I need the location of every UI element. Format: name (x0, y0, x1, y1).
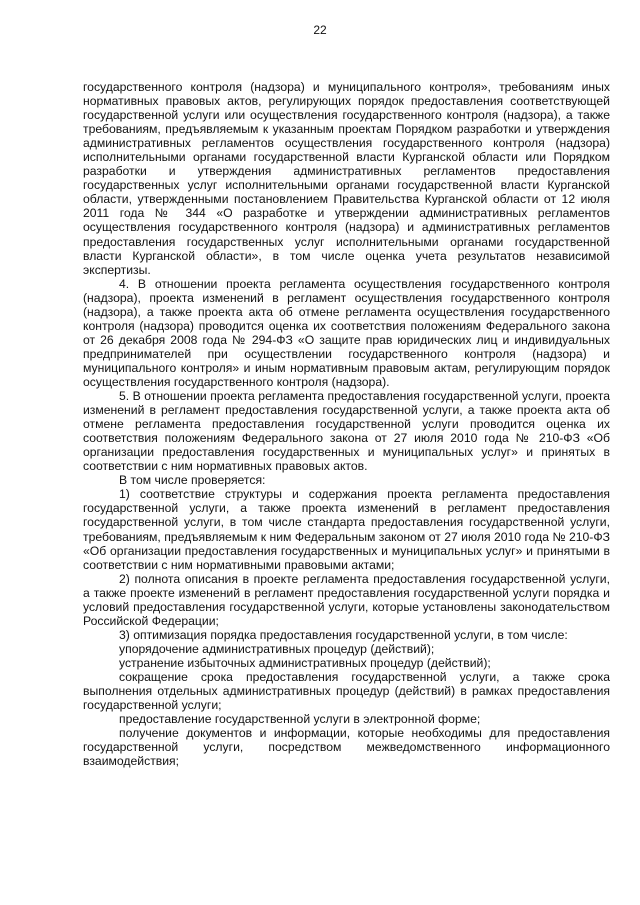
paragraph-reduction: сокращение срока предоставления государственной услуги, а также срока выполнения отдельных административных процедур (действий) в рамках предоставления государственной услуги; (83, 669, 610, 713)
document-body (83, 80, 610, 768)
page-number: 22 (313, 23, 327, 37)
paragraph-documents: получение документов и информации, которые необходимы для предоставления государственной услуги, посредством межведомственного информационного взаимодействия; (83, 726, 610, 769)
paragraph-item-5: 5. В отношении проекта регламента предоставления государственной услуги, проекта изменений в регламент предоставления государственной услуги, а также проекта акта об отмене регламента предоставления государственной услуги проводится оценка их соответствия положениям Федерального закона от 27 июля 2010 года № 210-ФЗ «Об организации предоставления государственных и муниципальных услуг» и принятых в соответствии с ним нормативных правовых актов. (83, 389, 610, 474)
paragraph-intro-continuation: государственного контроля (надзора) и муниципального контроля», требованиям иных нормативных правовых актов, регулирующих порядок предоставления соответствующей государственной услуги или осуществления государственного контроля (надзора), а также требованиям, предъявляемым к указанным проектам Порядком разработки и утверждения административных регламентов осуществления государственного контроля (надзора) исполнительными органами государственной власти Курганской области или Порядком разработки и утверждения административных регламентов предоставления государственных услуг исполнительными органами государственной власти Курганской области, утвержденными постановлением Правительства Курганской области от 12 июля 2011 года № 344 «О разработке и утверждении административных регламентов осуществления государственного контроля (надзора) и административных регламентов предоставления государственных услуг исполнительными органами государственной власти Курганской области», в том числе оценка учета результатов независимой экспертизы. (83, 80, 610, 277)
paragraph-elimination: устранение избыточных административных процедур (действий); (119, 655, 491, 670)
paragraph-subitem-3: 3) оптимизация порядка предоставления государственной услуги, в том числе: (119, 627, 568, 642)
paragraph-checks-intro: В том числе проверяется: (119, 473, 266, 488)
paragraph-subitem-2: 2) полнота описания в проекте регламента предоставления государственной услуги, а также проекте изменений в регламент предоставления государственной услуги порядка и условий предоставления государственной услуги, которые установлены законодательством Российской Федерации; (83, 571, 610, 628)
paragraph-ordering: упорядочение административных процедур (действий); (119, 641, 435, 656)
paragraph-subitem-1: 1) соответствие структуры и содержания проекта регламента предоставления государственной услуги, а также проекта изменений в регламент предоставления государственной услуги, в том числе стандарта предоставления государственной услуги, требованиям, предъявляемым к ним Федеральным законом от 27 июля 2010 года № 210-ФЗ «Об организации предоставления государственных и муниципальных услуг» и принятыми в соответствии с ним нормативными правовыми актами; (83, 487, 610, 572)
paragraph-item-4: 4. В отношении проекта регламента осуществления государственного контроля (надзора), проекта изменений в регламент осуществления государственного контроля (надзора), а также проекта акта об отмене регламента осуществления государственного контроля (надзора) проводится оценка их соответствия положениям Федерального закона от 26 декабря 2008 года № 294-ФЗ «О защите прав юридических лиц и индивидуальных предпринимателей при осуществлении государственного контроля (надзора) и муниципального контроля» и иным нормативным правовым актам, регулирующим порядок осуществления государственного контроля (надзора). (83, 276, 610, 389)
paragraph-electronic: предоставление государственной услуги в электронной форме; (119, 712, 481, 727)
